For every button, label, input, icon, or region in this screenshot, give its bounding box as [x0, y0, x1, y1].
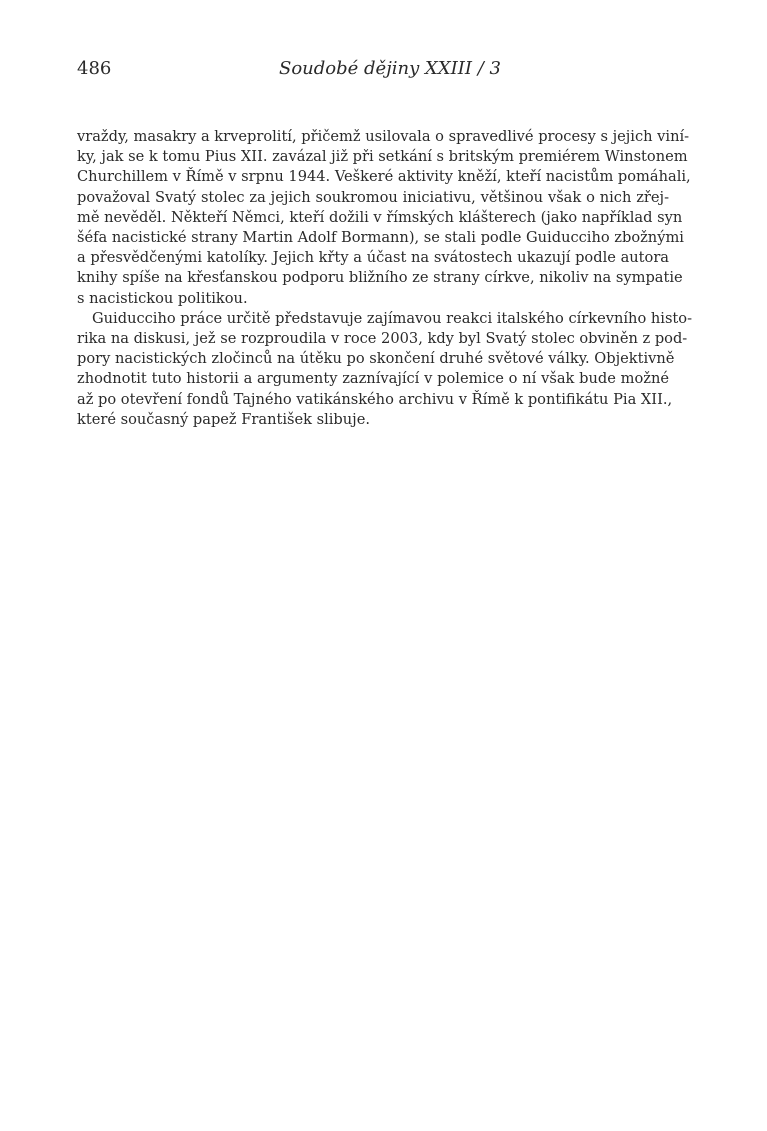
- text-line: které současný papež František slibuje.: [77, 410, 370, 428]
- page-number: 486: [77, 58, 112, 79]
- body-text: [77, 127, 693, 430]
- text-line: knihy spíše na křesťanskou podporu bližního ze strany církve, nikoliv na sympatie: [77, 269, 683, 287]
- text-line: vraždy, masakry a krveprolití, přičemž usilovala o spravedlivé procesy s jejich viní-: [77, 128, 690, 145]
- text-line: šéfa nacistické strany Martin Adolf Bormann), se stali podle Guiducciho zbožnými: [77, 229, 684, 247]
- text-line: až po otevření fondů Tajného vatikánského archivu v Římě k pontifikátu Pia XII.,: [77, 390, 673, 408]
- text-line: Guiducciho práce určitě představuje zajímavou reakci italského církevního histo-: [92, 309, 693, 327]
- text-line: zhodnotit tuto historii a argumenty zaznívající v polemice o ní však bude možné: [77, 370, 669, 388]
- paragraph-2: [77, 309, 693, 430]
- text-line: rika na diskusi, jež se rozproudila v roce 2003, kdy byl Svatý stolec obviněn z pod-: [77, 330, 688, 348]
- text-line: pory nacistických zločinců na útěku po skončení druhé světové války. Objektivně: [77, 350, 675, 368]
- journal-title: Soudobé dějiny XXIII / 3: [279, 58, 501, 79]
- text-line: ky, jak se k tomu Pius XII. zavázal již při setkání s britským premiérem Winstonem: [77, 148, 688, 166]
- paragraph-1: [77, 127, 691, 309]
- running-header: [77, 58, 669, 84]
- text-line: mě nevěděl. Někteří Němci, kteří dožili v římských klášterech (jako například syn: [77, 208, 683, 226]
- text-line: Churchillem v Římě v srpnu 1944. Veškeré aktivity kněží, kteří nacistům pomáhali,: [77, 168, 691, 186]
- text-line: s nacistickou politikou.: [77, 289, 248, 307]
- text-line: považoval Svatý stolec za jejich soukromou iniciativu, většinou však o nich zřej-: [77, 188, 669, 206]
- text-line: a přesvědčenými katolíky. Jejich křty a účast na svátostech ukazují podle autora: [77, 249, 669, 267]
